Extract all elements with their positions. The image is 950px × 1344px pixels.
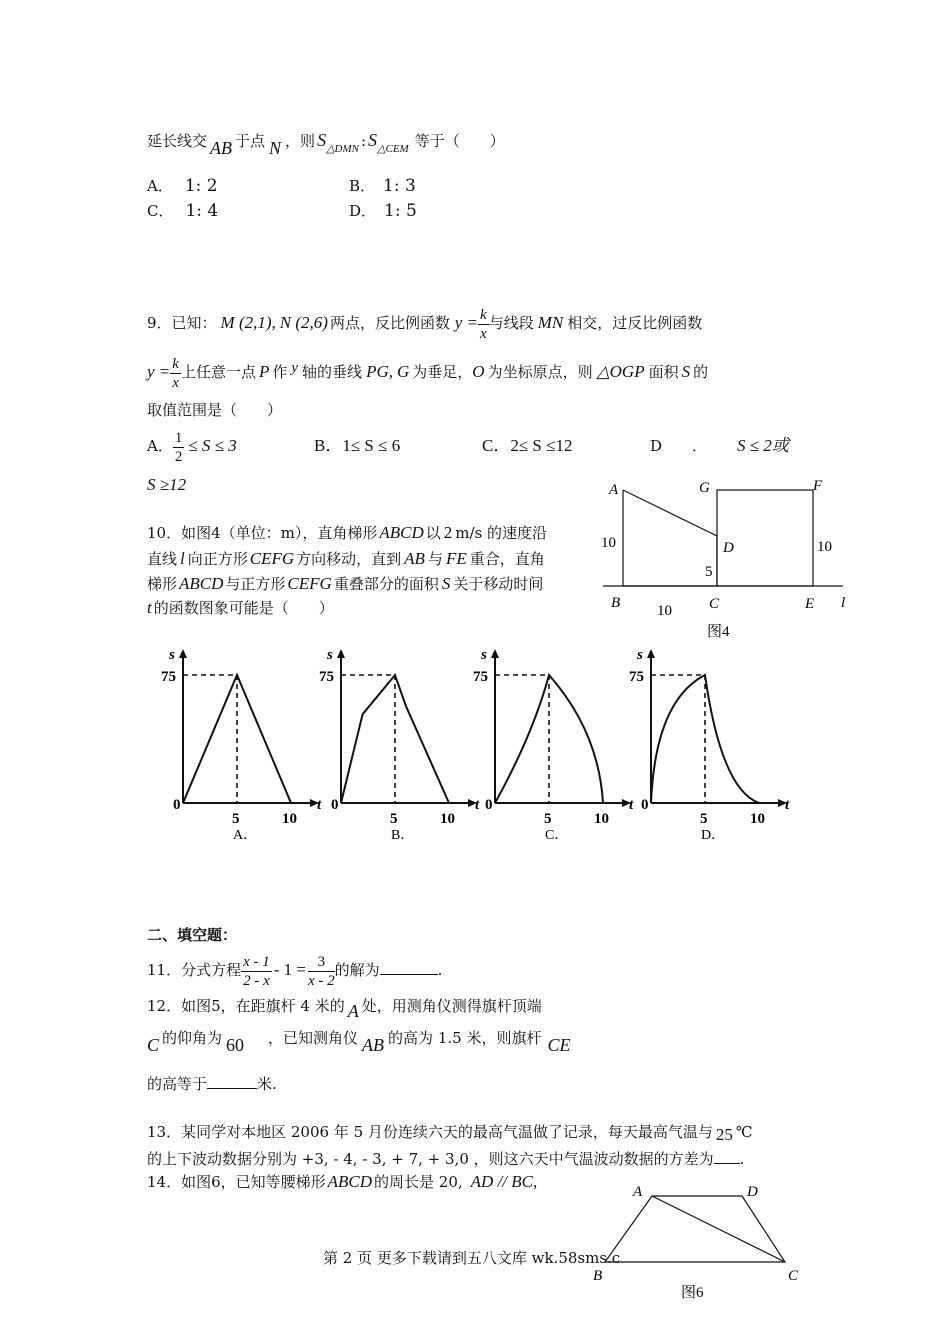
q9-option-c: C．2≤ S ≤12 bbox=[482, 436, 573, 455]
graph-a bbox=[161, 645, 322, 843]
y-axis-label: s bbox=[481, 647, 487, 663]
q10-line3: 梯形 ABCD 与正方形 CEFG 重叠部分的面积 S 关于移动时间 bbox=[147, 574, 544, 593]
figure-4-caption: 图4 bbox=[707, 624, 730, 640]
label-c: C bbox=[709, 596, 720, 612]
figure-6 bbox=[585, 1180, 815, 1305]
graph-option-label: C． bbox=[545, 828, 569, 843]
y-axis-arrow bbox=[179, 649, 187, 658]
graph-option-label: A． bbox=[233, 828, 258, 843]
q9-line1: 9．已知： M (2,1), N (2,6) 两点，反比例函数 y = $\frac{k}{x}$ 与线段 MN 相交，过反比例函数 bbox=[147, 306, 703, 342]
tick-label-75: 75 bbox=[161, 669, 176, 685]
q12-line3: 的高等于 米. bbox=[147, 1075, 277, 1093]
tick-label-0: 0 bbox=[331, 797, 339, 813]
q9-option-d: D ． S ≤ 2或 bbox=[650, 436, 789, 455]
tick-label-5: 5 bbox=[232, 811, 240, 827]
section-2-title: 二、填空题： bbox=[147, 926, 238, 944]
label-c: C bbox=[788, 1268, 799, 1284]
q9-option-a: A． $\frac{1}{2}$ ≤ S ≤ 3 bbox=[147, 429, 237, 465]
x-axis-label: t bbox=[785, 797, 790, 813]
y-axis-arrow bbox=[491, 649, 499, 658]
graph-option-label: D． bbox=[701, 828, 726, 843]
tick-label-10: 10 bbox=[282, 811, 297, 827]
tick-label-0: 0 bbox=[173, 797, 181, 813]
tick-label-10: 10 bbox=[750, 811, 765, 827]
tick-label-5: 5 bbox=[544, 811, 552, 827]
q10-line4: t 的函数图象可能是（ ） bbox=[147, 598, 334, 617]
q8-option-d: D． 1: 5 bbox=[349, 201, 417, 221]
q8-option-b: B． 1: 3 bbox=[349, 176, 416, 196]
y-axis-label: s bbox=[169, 647, 175, 663]
figure-4 bbox=[595, 470, 855, 645]
q13-line1: 13．某同学对本地区 2006 年 5 月份连续六天的最高气温做了记录，每天最高气温与 25 ℃ bbox=[147, 1123, 753, 1144]
label-d: D bbox=[723, 540, 734, 556]
label-b: B bbox=[593, 1268, 603, 1284]
q9-line2: y = $\frac{k}{x}$ 上任意一点 P 作 y 轴的垂线 PG, G 为垂足，O 为坐标原点，则 △OGP 面积 S 的 bbox=[147, 355, 709, 391]
label-l: l bbox=[841, 595, 846, 611]
q10-line1: 10．如图4（单位：m），直角梯形 ABCD 以 2 m/s 的速度沿 bbox=[147, 523, 548, 542]
square-cefg bbox=[717, 490, 813, 586]
q13-line2: 的上下波动数据分别为 +3, - 4, - 3, + 7, + 3,0 ，则这六天中气温波动数据的方差为 . bbox=[147, 1150, 745, 1168]
label-bc-length: 10 bbox=[657, 603, 672, 619]
page-footer: 第 2 页 更多下载请到五八文库 wk.58sms.c bbox=[323, 1249, 621, 1267]
tick-label-0: 0 bbox=[641, 797, 649, 813]
tick-label-75: 75 bbox=[319, 669, 334, 685]
q9-option-b: B．1≤ S ≤ 6 bbox=[314, 436, 401, 455]
x-axis-label: t bbox=[629, 797, 634, 813]
tick-label-75: 75 bbox=[473, 669, 488, 685]
y-axis-label: s bbox=[637, 647, 643, 663]
y-axis-label: s bbox=[327, 647, 333, 663]
q12-line1: 12．如图5，在距旗杆 4 米的 A 处，用测角仪测得旗杆顶端 bbox=[147, 997, 542, 1021]
label-f: F bbox=[813, 478, 823, 494]
x-axis-label: t bbox=[317, 797, 322, 813]
q8-option-a: A． 1: 2 bbox=[147, 176, 218, 196]
diagonal-ac bbox=[652, 1196, 785, 1262]
q10-line2: 直线 l 向正方形 CEFG 方向移动，直到 AB 与 FE 重合，直角 bbox=[147, 549, 545, 568]
graph-options bbox=[161, 645, 805, 845]
label-ab-length: 10 bbox=[601, 535, 616, 551]
trapezoid-abcd bbox=[605, 1196, 785, 1262]
q14-line1: 14．如图6，已知等腰梯形 ABCD 的周长是 20, AD // BC, bbox=[147, 1172, 538, 1191]
tick-label-5: 5 bbox=[700, 811, 708, 827]
tick-label-10: 10 bbox=[594, 811, 609, 827]
q11-line: 11．分式方程 $\frac{x - 1}{2 - x}$ - 1 = $\frac{3}{x - 2}$ 的解为 . bbox=[147, 953, 443, 989]
q9-line3: 取值范围是（ ） bbox=[147, 401, 283, 419]
tick-label-75: 75 bbox=[629, 669, 644, 685]
q12-line2: C 的仰角为 60 ，已知测角仪 AB 的高为 1.5 米，则旗杆 CE bbox=[147, 1029, 571, 1055]
q9-line5: S ≥12 bbox=[147, 475, 187, 494]
trapezoid-abcd bbox=[623, 490, 717, 586]
label-g: G bbox=[699, 480, 710, 496]
label-b: B bbox=[611, 595, 621, 611]
graph-d bbox=[629, 645, 790, 843]
figure-6-caption: 图6 bbox=[681, 1285, 704, 1301]
graph-c bbox=[473, 645, 634, 843]
q8-line: 延长线交 AB 于点 N ，则 $S_{\triangle DMN}$ : $S_{\triangle CEM}$ 等于（ ） bbox=[147, 130, 505, 158]
q8-option-c: C． 1: 4 bbox=[147, 201, 219, 221]
label-d: D bbox=[747, 1184, 758, 1200]
label-cd-length: 5 bbox=[705, 564, 713, 580]
graph-option-label: B． bbox=[391, 828, 415, 843]
tick-label-5: 5 bbox=[390, 811, 398, 827]
graph-b bbox=[319, 645, 480, 843]
x-axis-label: t bbox=[475, 797, 480, 813]
y-axis-arrow bbox=[647, 649, 655, 658]
label-ef-length: 10 bbox=[817, 539, 832, 555]
tick-label-0: 0 bbox=[485, 797, 493, 813]
tick-label-10: 10 bbox=[440, 811, 455, 827]
label-a: A bbox=[633, 1184, 643, 1200]
label-a: A bbox=[609, 482, 619, 498]
y-axis-arrow bbox=[337, 649, 345, 658]
label-e: E bbox=[805, 596, 815, 612]
